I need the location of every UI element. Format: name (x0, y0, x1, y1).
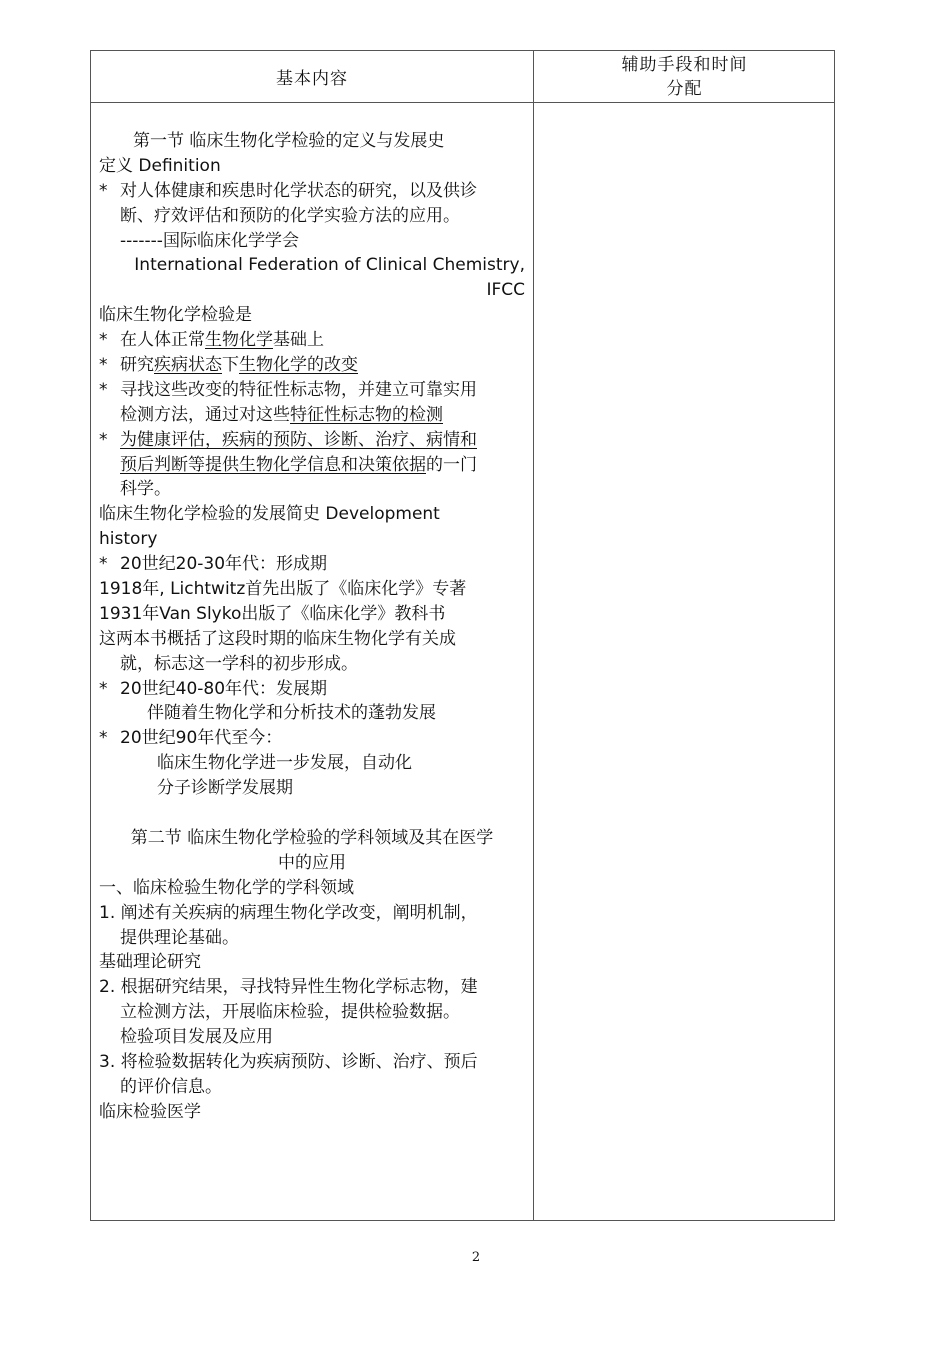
era-1: * 20世纪20-30年代：形成期 (99, 554, 328, 575)
header-basic-content (91, 51, 533, 102)
content-table (90, 50, 835, 1221)
ifcc-abbr: IFCC (486, 280, 525, 301)
source-line: -------国际临床化学学会 (120, 230, 299, 251)
era-3: * 20世纪90年代至今： (99, 728, 283, 749)
section2-title-cont: 中的应用 (278, 852, 346, 873)
header-right-line1: 辅助手段和时间 (621, 54, 748, 75)
section1-title: 第一节 临床生物化学检验的定义与发展史 (133, 131, 445, 151)
era-3-line2: 分子诊断学发展期 (157, 778, 293, 799)
section2-subtitle: 一、临床检验生物化学的学科领域 (99, 877, 354, 898)
item-1-note: 基础理论研究 (99, 952, 201, 973)
item-3: 3. 将检验数据转化为疾病预防、诊断、治疗、预后 (99, 1051, 478, 1072)
item-1-cont: 提供理论基础。 (120, 927, 239, 948)
era-1-line3: 这两本书概括了这段时期的临床生物化学有关成 (99, 628, 456, 649)
spacer (99, 801, 525, 826)
era-2-line1: 伴随着生物化学和分析技术的蓬勃发展 (147, 703, 436, 724)
item-1: 1. 阐述有关疾病的病理生物化学改变，阐明机制， (99, 902, 478, 923)
is-label: 临床生物化学检验是 (99, 305, 252, 326)
item-2: 2. 根据研究结果，寻找特异性生物化学标志物，建 (99, 977, 478, 998)
header-left-label: 基本内容 (276, 69, 348, 89)
bullet-2: * 研究疾病状态下生物化学的改变 (99, 355, 358, 376)
history-title: 临床生物化学检验的发展简史 Development (99, 504, 440, 525)
era-1-line4: 就，标志这一学科的初步形成。 (120, 653, 358, 674)
ifcc-name: International Federation of Clinical Chemistry, (134, 255, 525, 276)
history-title-cont: history (99, 529, 158, 550)
column-divider (533, 51, 534, 1220)
bullet-1: * 在人体正常生物化学基础上 (99, 330, 324, 351)
header-divider (91, 102, 834, 103)
item-2-note: 检验项目发展及应用 (120, 1027, 273, 1048)
definition-label: 定义 Definition (99, 155, 221, 176)
page-number: 2 (471, 1250, 481, 1265)
bullet-4: * 为健康评估，疾病的预防、诊断、治疗、病情和 (99, 429, 477, 450)
bullet-3: * 寻找这些改变的特征性标志物，并建立可靠实用 (99, 379, 477, 400)
era-1-line2: 1931年Van Slyko出版了《临床化学》教科书 (99, 603, 446, 624)
era-2: * 20世纪40-80年代：发展期 (99, 678, 328, 699)
era-3-line1: 临床生物化学进一步发展，自动化 (157, 753, 412, 774)
section2-title: 第二节 临床生物化学检验的学科领域及其在医学 (130, 827, 494, 848)
header-right-line2: 分配 (666, 78, 703, 99)
header-aids-time (534, 51, 835, 102)
bullet-4-end: 科学。 (120, 479, 171, 500)
item-3-cont: 的评价信息。 (120, 1076, 222, 1097)
era-1-line1: 1918年, Lichtwitz首先出版了《临床化学》专著 (99, 579, 467, 600)
bullet-3-cont: 检测方法，通过对这些特征性标志物的检测 (120, 404, 443, 425)
definition-bullet-cont: 断、疗效评估和预防的化学实验方法的应用。 (120, 205, 460, 226)
basic-content-body (99, 129, 525, 1125)
item-3-note: 临床检验医学 (99, 1101, 201, 1122)
bullet-mark: * (99, 180, 108, 201)
item-2-cont: 立检测方法，开展临床检验，提供检验数据。 (120, 1002, 460, 1023)
definition-bullet: * 对人体健康和疾患时化学状态的研究，以及供诊 (99, 179, 525, 204)
bullet-4-cont: 预后判断等提供生物化学信息和决策依据的一门 (120, 454, 477, 475)
